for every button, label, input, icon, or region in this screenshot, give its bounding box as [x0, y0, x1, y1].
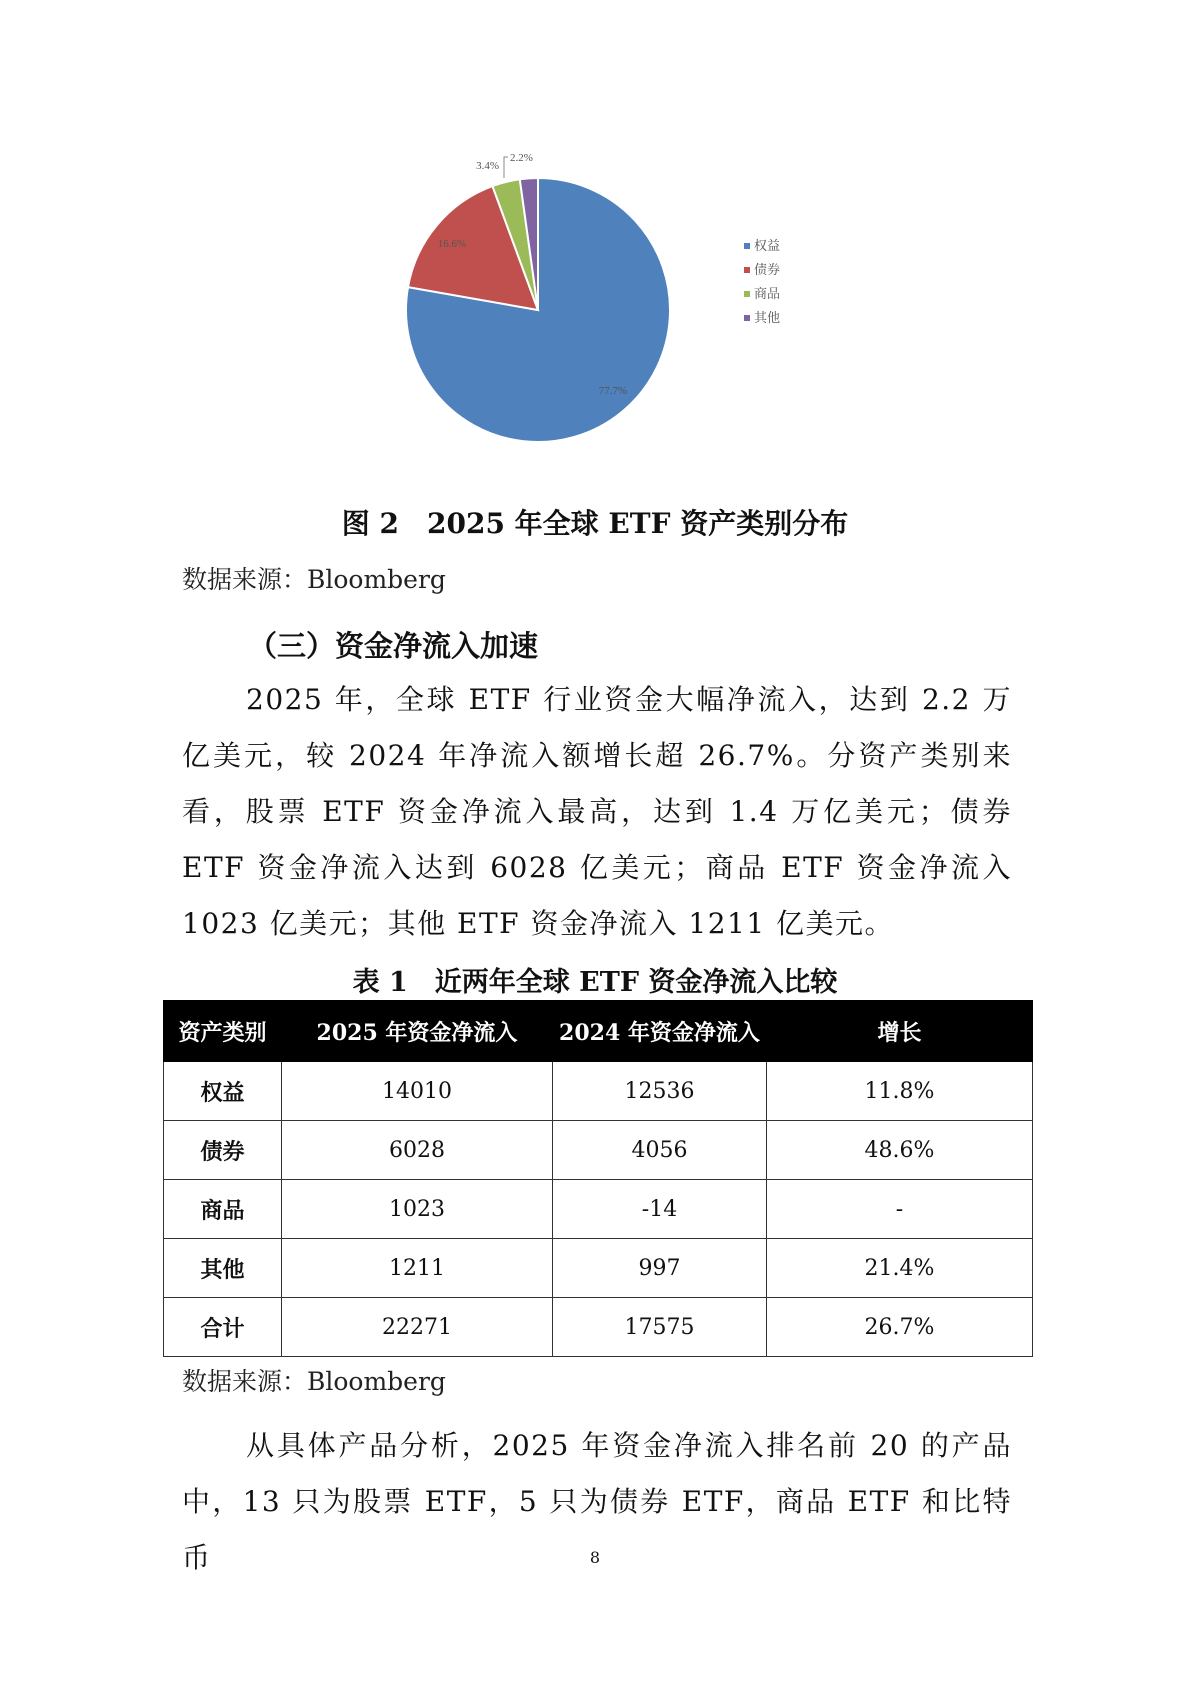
cell-asset-class: 债券: [164, 1121, 282, 1180]
cell-2024: 4056: [553, 1121, 767, 1180]
cell-growth: 21.4%: [767, 1239, 1033, 1298]
table-row: [164, 1062, 1033, 1121]
legend-swatch: [744, 267, 750, 273]
legend-label: 其他: [754, 311, 781, 326]
legend-label: 权益: [754, 239, 781, 254]
cell-2024: -14: [553, 1180, 767, 1239]
table-header-row: [164, 1001, 1033, 1062]
slice-other-label: 2.2%: [510, 152, 533, 164]
cell-growth: 11.8%: [767, 1062, 1033, 1121]
table-source: 数据来源：Bloomberg: [182, 1367, 446, 1396]
cell-asset-class: 权益: [164, 1062, 282, 1121]
legend-swatch: [744, 315, 750, 321]
slice-commodity-label: 3.4%: [476, 160, 499, 172]
cell-2025: 22271: [282, 1298, 553, 1357]
cell-2024: 12536: [553, 1062, 767, 1121]
cell-asset-class: 商品: [164, 1180, 282, 1239]
table-row: [164, 1180, 1033, 1239]
header-asset-class: 资产类别: [164, 1001, 282, 1062]
asset-class-pie-chart: [390, 140, 870, 460]
cell-asset-class: 其他: [164, 1239, 282, 1298]
cell-asset-class: 合计: [164, 1298, 282, 1357]
cell-2025: 14010: [282, 1062, 553, 1121]
header-growth: 增长: [767, 1001, 1033, 1062]
cell-2025: 1023: [282, 1180, 553, 1239]
legend-label: 商品: [754, 287, 781, 302]
cell-growth: 48.6%: [767, 1121, 1033, 1180]
table-row-total: [164, 1298, 1033, 1357]
cell-2025: 1211: [282, 1239, 553, 1298]
body-paragraph: 从具体产品分析，2025 年资金净流入排名前 20 的产品中，13 只为股票 ETF，5 只为债券 ETF，商品 ETF 和比特币: [182, 1429, 1012, 1574]
cell-growth: -: [767, 1180, 1033, 1239]
slice-bond-label: 16.6%: [437, 238, 467, 250]
section-paragraph: 2025 年，全球 ETF 行业资金大幅净流入，达到 2.2 万亿美元，较 2024 年净流入额增长超 26.7%。分资产类别来看，股票 ETF 资金净流入最高，达到 1.4 万亿美元；债券 ETF 资金净流入达到 6028 亿美元；商品 ETF 资金净流入 1023 亿美元；其他 ETF 资金净流入 1211 亿美元。: [182, 683, 1012, 940]
cell-2025: 6028: [282, 1121, 553, 1180]
page-number: 8: [589, 1548, 601, 1567]
figure-title: 图 2 2025 年全球 ETF 资产类别分布: [341, 507, 849, 540]
header-2025-inflow: 2025 年资金净流入: [282, 1001, 553, 1062]
net-inflow-table: [163, 1000, 1033, 1357]
legend-label: 债券: [754, 263, 781, 278]
section-heading: （三）资金净流入加速: [248, 629, 539, 663]
figure-source: 数据来源：Bloomberg: [182, 565, 446, 594]
slice-equity-label: 77.7%: [598, 385, 628, 397]
cell-growth: 26.7%: [767, 1298, 1033, 1357]
header-2024-inflow: 2024 年资金净流入: [553, 1001, 767, 1062]
table-title: 表 1 近两年全球 ETF 资金净流入比较: [352, 967, 838, 998]
table-row: [164, 1121, 1033, 1180]
cell-2024: 17575: [553, 1298, 767, 1357]
table-row: [164, 1239, 1033, 1298]
legend-swatch: [744, 243, 750, 249]
legend-swatch: [744, 291, 750, 297]
cell-2024: 997: [553, 1239, 767, 1298]
label-leader-line: [504, 157, 508, 178]
